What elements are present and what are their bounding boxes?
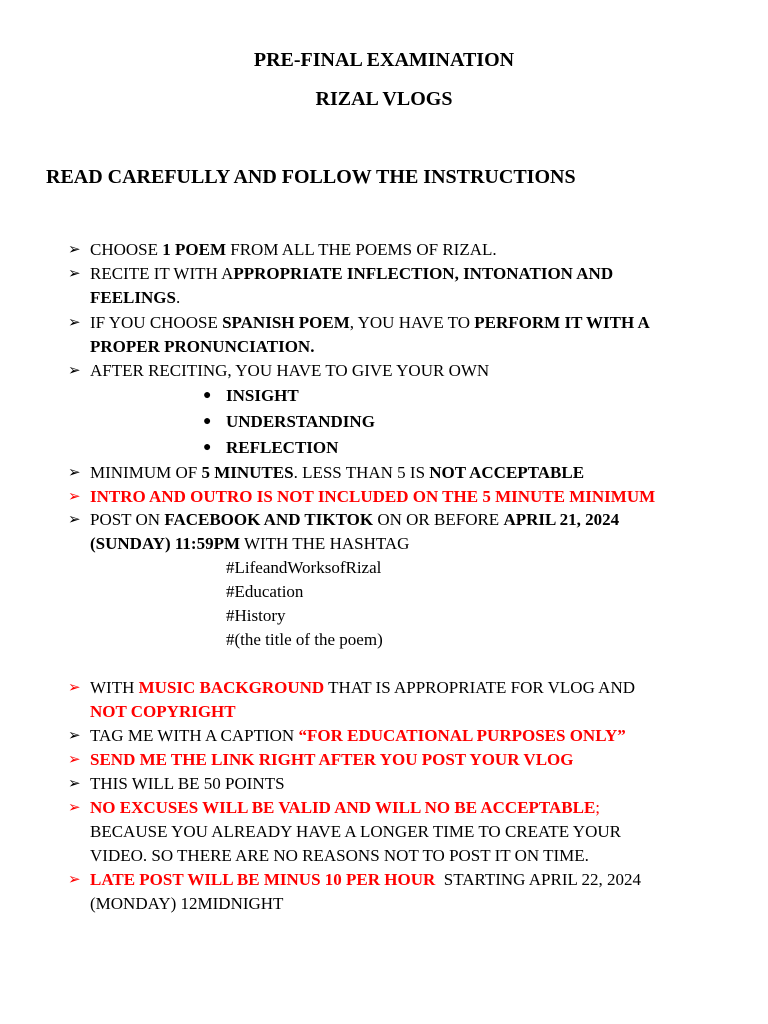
list-item: MINIMUM OF 5 MINUTES. LESS THAN 5 IS NOT ACCEPTABLE <box>90 463 585 482</box>
list-item: LATE POST WILL BE MINUS 10 PER HOUR STARTING APRIL 22, 2024 <box>90 870 641 889</box>
arrowhead-bullet-icon: ➢ <box>68 776 81 792</box>
arrowhead-bullet-icon: ➢ <box>68 266 81 282</box>
arrowhead-bullet-icon: ➢ <box>68 512 81 528</box>
list-item-continuation: BECAUSE YOU ALREADY HAVE A LONGER TIME TO CREATE YOUR <box>90 822 621 841</box>
hashtag: #LifeandWorksofRizal <box>226 558 382 577</box>
list-item: CHOOSE 1 POEM FROM ALL THE POEMS OF RIZAL. <box>90 240 497 259</box>
exam-subtitle: RIZAL VLOGS <box>315 88 453 110</box>
hashtag: #Education <box>226 582 304 601</box>
arrowhead-bullet-icon: ➢ <box>68 315 81 331</box>
list-item: IF YOU CHOOSE SPANISH POEM, YOU HAVE TO PERFORM IT WITH A <box>90 313 650 332</box>
arrowhead-bullet-icon: ➢ <box>68 363 81 379</box>
sub-list-item: INSIGHT <box>226 386 299 405</box>
dot-bullet-icon: ● <box>203 388 212 403</box>
arrowhead-bullet-icon: ➢ <box>68 465 81 481</box>
list-item: SEND ME THE LINK RIGHT AFTER YOU POST YOUR VLOG <box>90 750 574 769</box>
list-item-continuation: VIDEO. SO THERE ARE NO REASONS NOT TO POST IT ON TIME. <box>90 846 589 865</box>
arrowhead-bullet-icon: ➢ <box>68 752 81 768</box>
hashtag: #(the title of the poem) <box>226 630 383 649</box>
hashtag: #History <box>226 606 286 625</box>
list-item: RECITE IT WITH APPROPRIATE INFLECTION, INTONATION AND <box>90 264 614 283</box>
list-item: AFTER RECITING, YOU HAVE TO GIVE YOUR OWN <box>90 361 490 380</box>
dot-bullet-icon: ● <box>203 440 212 455</box>
arrowhead-bullet-icon: ➢ <box>68 680 81 696</box>
list-item: INTRO AND OUTRO IS NOT INCLUDED ON THE 5 MINUTE MINIMUM <box>90 487 656 506</box>
list-item-continuation: (MONDAY) 12MIDNIGHT <box>90 894 284 913</box>
list-item: POST ON FACEBOOK AND TIKTOK ON OR BEFORE APRIL 21, 2024 <box>90 510 620 529</box>
sub-list-item: REFLECTION <box>226 438 339 457</box>
arrowhead-bullet-icon: ➢ <box>68 728 81 744</box>
exam-title: PRE-FINAL EXAMINATION <box>253 49 515 71</box>
dot-bullet-icon: ● <box>203 414 212 429</box>
list-item-continuation: (SUNDAY) 11:59PM WITH THE HASHTAG <box>90 534 410 553</box>
list-item: NO EXCUSES WILL BE VALID AND WILL NO BE ACCEPTABLE; <box>90 798 601 817</box>
list-item-continuation: NOT COPYRIGHT <box>90 702 236 721</box>
sub-list-item: UNDERSTANDING <box>226 412 375 431</box>
list-item: WITH MUSIC BACKGROUND THAT IS APPROPRIATE FOR VLOG AND <box>90 678 636 697</box>
arrowhead-bullet-icon: ➢ <box>68 872 81 888</box>
arrowhead-bullet-icon: ➢ <box>68 489 81 505</box>
list-item: THIS WILL BE 50 POINTS <box>90 774 285 793</box>
list-item: TAG ME WITH A CAPTION “FOR EDUCATIONAL PURPOSES ONLY” <box>90 726 626 745</box>
arrowhead-bullet-icon: ➢ <box>68 800 81 816</box>
instructions-heading: READ CAREFULLY AND FOLLOW THE INSTRUCTIONS <box>46 166 576 188</box>
list-item-continuation: PROPER PRONUNCIATION. <box>90 337 315 356</box>
list-item-continuation: FEELINGS. <box>90 288 181 307</box>
arrowhead-bullet-icon: ➢ <box>68 242 81 258</box>
